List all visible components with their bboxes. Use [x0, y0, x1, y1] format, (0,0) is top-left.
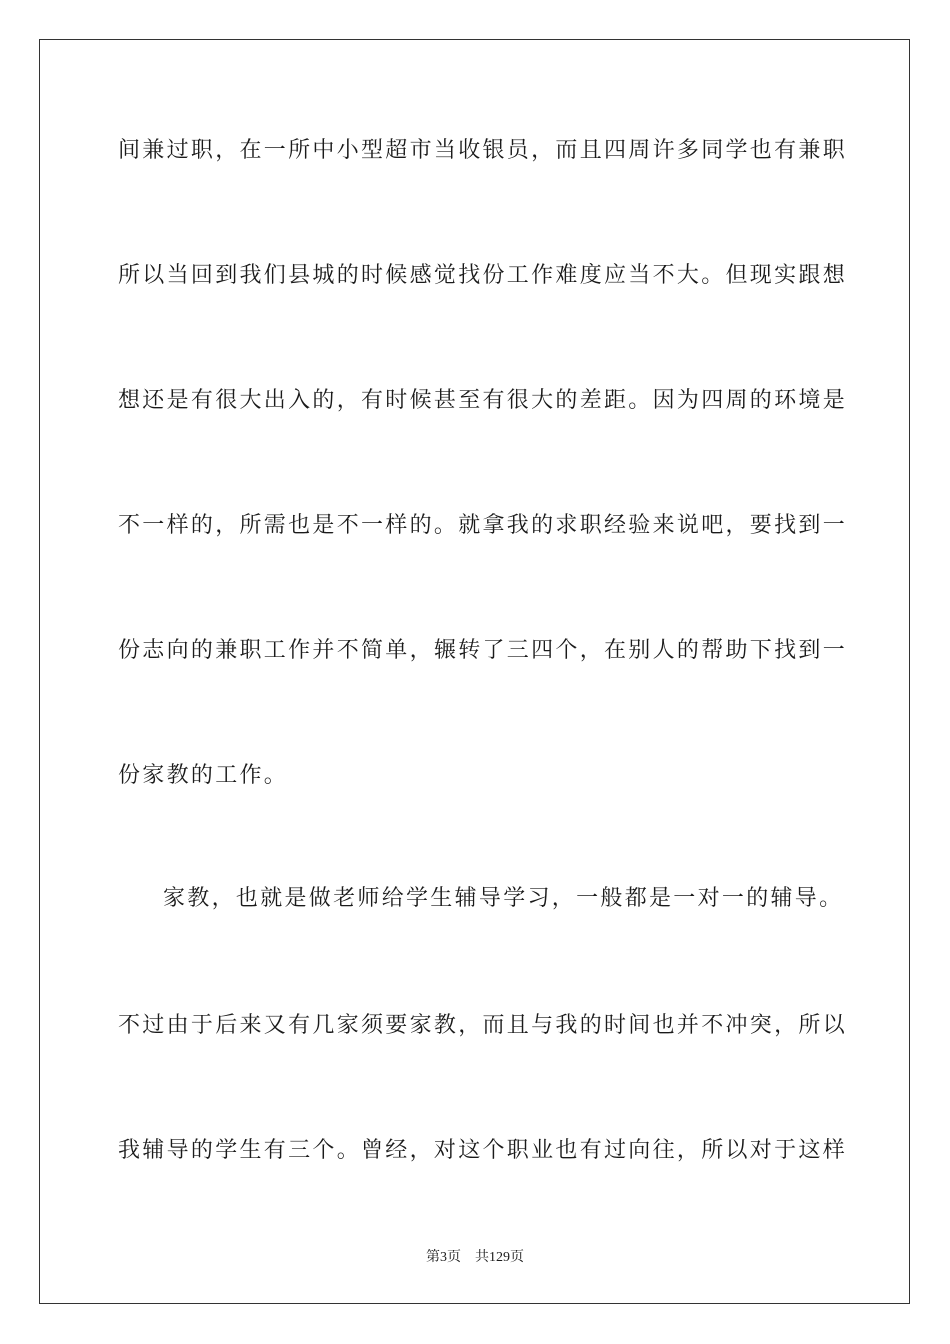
body-text-line-8: 不过由于后来又有几家须要家教，而且与我的时间也并不冲突，所以	[118, 1013, 848, 1038]
page-number: 第3页	[426, 1250, 461, 1265]
page-footer	[0, 1249, 950, 1267]
body-text-line-6: 份家教的工作。	[118, 763, 289, 788]
body-text-line-3: 想还是有很大出入的，有时候甚至有很大的差距。因为四周的环境是	[118, 388, 848, 413]
body-text-line-9: 我辅导的学生有三个。曾经，对这个职业也有过向往，所以对于这样	[118, 1138, 848, 1163]
page-border	[39, 39, 910, 1304]
body-text-line-7: 家教，也就是做老师给学生辅导学习，一般都是一对一的辅导。	[163, 886, 844, 911]
body-text-line-5: 份志向的兼职工作并不简单，辗转了三四个，在别人的帮助下找到一	[118, 638, 848, 663]
body-text-line-1: 间兼过职，在一所中小型超市当收银员，而且四周许多同学也有兼职	[118, 138, 848, 163]
body-text-line-2: 所以当回到我们县城的时候感觉找份工作难度应当不大。但现实跟想	[118, 263, 848, 288]
page-total: 共129页	[475, 1250, 524, 1265]
body-text-line-4: 不一样的，所需也是不一样的。就拿我的求职经验来说吧，要找到一	[118, 513, 848, 538]
